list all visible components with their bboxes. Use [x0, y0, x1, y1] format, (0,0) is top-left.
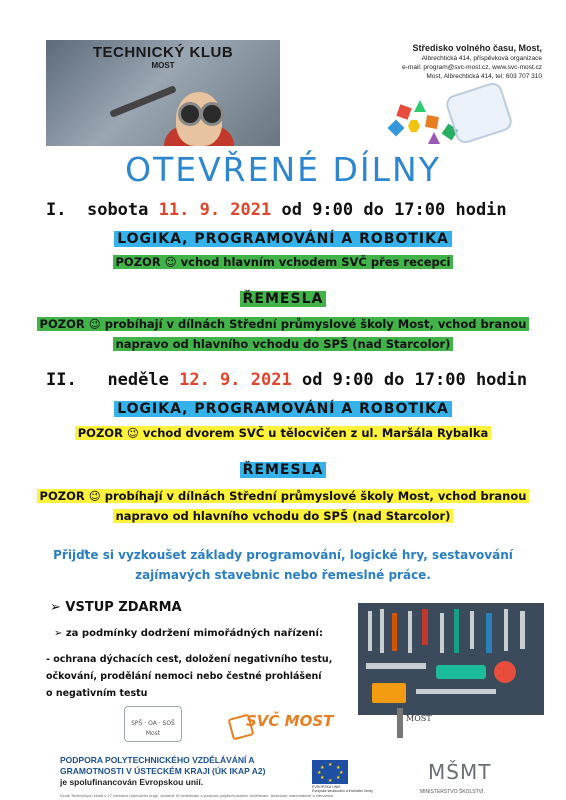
invitation-text	[0, 545, 566, 585]
day2-topic-row	[0, 398, 566, 417]
day1-topic: LOGIKA, PROGRAMOVÁNÍ A ROBOTIKA	[114, 231, 452, 247]
entry-requirements	[46, 651, 356, 702]
day2-time: od 9:00 do 17:00 hodin	[301, 370, 528, 390]
tile-shape	[428, 132, 440, 144]
eu-flag-icon: ★ ★ ★ ★ ★ ★ ★ ★	[312, 760, 348, 784]
msmt-logo: MŠMT	[428, 760, 492, 784]
logo-title: TECHNICKÝ KLUB	[92, 44, 234, 61]
day1-date: 11. 9. 2021	[158, 200, 272, 220]
technical-club-logo	[46, 40, 280, 146]
tool-icon	[470, 611, 474, 649]
invitation-line-1: Přijďte si vyzkoušet základy programování, logické hry, sestavování	[53, 548, 513, 562]
org-address: Albrechtická 414, příspěvková organizace	[421, 55, 542, 62]
tool-icon	[392, 613, 397, 651]
entry-condition: ➢ za podmínky dodržení mimořádných nařízení:	[54, 628, 323, 639]
day2-weekday: neděle	[107, 370, 169, 390]
organization-info	[342, 42, 542, 81]
tool-icon	[520, 611, 525, 649]
most-city-logo: MOST	[406, 714, 432, 723]
day2-crafts-note-row2	[0, 505, 566, 524]
tool-icon	[504, 609, 508, 651]
free-entry-heading: ➢ VSTUP ZDARMA	[50, 600, 182, 615]
org-contact: e-mail: program@svc-most.cz, www.svc-most.cz	[402, 64, 542, 71]
org-name: Středisko volného času, Most,	[412, 43, 542, 53]
day1-topic-note: POZOR 😉 vchod hlavním vchodem SVČ přes recepci	[113, 255, 454, 269]
tools-wall-photo	[358, 603, 544, 715]
eu-label	[312, 785, 392, 793]
day2-topic-note: POZOR 😉 vchod dvorem SVČ u tělocvičen z ul. Maršála Rybalka	[75, 426, 491, 440]
page-title: OTEVŘENÉ DÍLNY	[125, 150, 441, 189]
day1-topic-row	[0, 228, 566, 247]
support-line-3: je spolufinancován Evropskou unií.	[60, 777, 204, 787]
day2-crafts-row	[0, 459, 566, 478]
invitation-line-2: zajímavých stavebnic nebo řemeslné práce.	[135, 568, 431, 582]
tool-icon	[366, 663, 426, 669]
tile-shape	[425, 115, 439, 129]
day1-crafts-note-1: POZOR 😉 probíhají v dílnách Střední průmyslové školy Most, vchod branou	[37, 317, 530, 331]
day1-crafts-note-2: napravo od hlavního vchodu do SPŠ (nad Starcolor)	[113, 337, 454, 351]
goggle-icon	[200, 102, 224, 126]
wrench-icon	[109, 85, 177, 118]
requirement-line: o negativním testu	[46, 688, 148, 699]
requirement-line: očkování, prodělání nemoci nebo čestné prohlášení	[46, 671, 322, 682]
day1-number: I.	[46, 200, 67, 220]
goggle-icon	[178, 102, 202, 126]
tool-icon	[408, 611, 412, 653]
tool-icon	[372, 683, 406, 703]
tool-icon	[454, 609, 459, 653]
support-line-2: GRAMOTNOSTI V ÚSTECKÉM KRAJI (ÚK IKAP A2)	[60, 766, 266, 776]
day2-dateline	[46, 370, 527, 390]
day2-date: 12. 9. 2021	[179, 370, 292, 390]
requirement-line: - ochrana dýchacích cest, doložení negativního testu,	[46, 654, 333, 665]
logo-subtitle: MOST	[151, 61, 175, 70]
day2-crafts-note-2: napravo od hlavního vchodu do SPŠ (nad Starcolor)	[113, 509, 454, 523]
msmt-label: MINISTERSTVO ŠKOLSTVÍ,	[420, 789, 485, 795]
day2-number: II.	[46, 370, 77, 390]
tool-icon	[440, 613, 444, 653]
tile-shape	[388, 120, 405, 137]
day1-topic-note-row	[0, 251, 566, 270]
day2-crafts-note-1: POZOR 😉 probíhají v dílnách Střední průmyslové školy Most, vchod branou	[37, 489, 530, 503]
support-line-1: PODPORA POLYTECHNICKÉHO VZDĚLÁVÁNÍ A	[60, 755, 255, 765]
day1-weekday: sobota	[86, 200, 149, 220]
day1-time: od 9:00 do 17:00 hodin	[281, 200, 507, 220]
day2-crafts-heading: ŘEMESLA	[240, 462, 327, 478]
tool-icon	[416, 689, 496, 694]
eu-funds: Evropské strukturální a investiční fondy	[312, 789, 373, 793]
tool-icon	[436, 665, 486, 679]
tool-icon	[422, 609, 428, 645]
tile-shape	[408, 120, 420, 132]
tool-icon	[368, 611, 372, 651]
day1-crafts-note-row1	[0, 313, 566, 332]
tower-icon	[397, 708, 403, 738]
tile-shape	[414, 100, 426, 112]
pattern-blocks-image	[386, 86, 506, 148]
stamp-text: SPŠ · OA · SOŠ Most	[131, 720, 175, 737]
day1-crafts-note-row2	[0, 333, 566, 352]
support-statement	[60, 755, 300, 788]
tool-icon	[486, 613, 492, 653]
day2-topic: LOGIKA, PROGRAMOVÁNÍ A ROBOTIKA	[114, 401, 452, 417]
fine-print: Vznik Technických klubů v 17 městech Ústeckého kraje, domeně III vzdělávání a podpora polytechnického vzdělávání, technické matematické a čtenářské	[60, 793, 334, 798]
day1-crafts-heading: ŘEMESLA	[240, 291, 327, 307]
tool-icon	[380, 609, 384, 653]
day1-dateline	[46, 200, 507, 220]
school-stamp-logo	[124, 706, 182, 742]
day2-crafts-note-row1	[0, 485, 566, 504]
eu-name: EVROPSKÁ UNIE	[312, 785, 341, 789]
day1-crafts-row	[0, 288, 566, 307]
tile-shape	[396, 104, 411, 119]
svc-most-logo: SVČ MOST	[246, 712, 334, 730]
tool-icon	[494, 661, 516, 683]
org-phone: Most, Albrechtická 414, tel: 603 707 310	[426, 73, 542, 80]
day2-topic-note-row	[0, 422, 566, 441]
